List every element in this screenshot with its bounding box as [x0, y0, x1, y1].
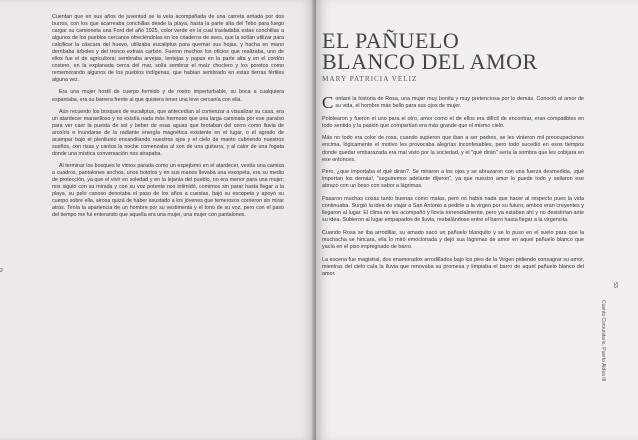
right-paragraph: La escena fue magistral, dos enamorados arrodillados bajo los pies de la Virgen pidiendo consagrar su amor, mientras del cielo caía la lluvia que renovaba su promesa y limpiaba el barro de aquel pañuelo blanco del amor. — [322, 256, 584, 277]
right-paragraph: Pololearon y fueron el uno para el otro, amor como el de ellos era difícil de encontrar, eran compatibles en todo sentido y la pasión que compartían era más grande que el mismo cielo. — [322, 115, 584, 129]
story-author: MARY PATRICIA VELIZ — [322, 75, 418, 83]
left-paragraph: Era una mujer hostil de cuerpo formido y de rostro imperturbable, su boca a cualquiera espantaba, era su barrera frente al que quisiera tener una leve cercanía con ella. — [52, 89, 284, 103]
page-number: 53 — [611, 282, 618, 288]
story-title: EL PAÑUELO BLANCO DEL AMOR — [322, 28, 538, 74]
left-paragraph: Aún recuerdo los bosques de eucaliptus, que antecedían al comenzar a visualizar su casa, era un atardecer maravilloso y no existía nada más hermoso que una larga caminata por ese paraíso para ver caer la puesta de sol y beber de esas aguas que brotaban del cerro como lluvia de arcoíris e inundarse de la radiante energía magnética existente en el lugar, o el agrado de acampar bajo el plenilunio encandilando nuestros ojos y el cielo de manto cubriendo nuestros sueños, con risas y cantos la noche comenzaba al son de una guitarra, y al calor de una fogata donde una mística conversación nos atrapaba. — [52, 108, 284, 157]
drop-cap: C — [322, 93, 334, 112]
right-paragraph: Cuando Rosa se iba arrodillar, su amado sacó un pañuelo blanquito y se lo puso en el suelo para que la muchacha se hincara, ella lo miró emocionada y dejó sus lágrimas de amor en aquel pañuelo blanco que yacía en el piso impregnado de barro. — [322, 229, 584, 251]
left-page-text — [52, 14, 284, 224]
left-paragraph: Al terminar los bosques le vimos parada como un espejismo en el atardecer, vestía una camisa a cuadros, pantalones anchos, unos bototos y en sus manos llevaba una escopeta, era su medio de protección, ya que el vivir en soledad y en la lejanía del pueblo, no era menor para una mujer; nos siguió con su mirada y con su voz potente nos intimidó, comimos sin parar hasta llegar a la playa, su pelo canoso denotaba el paso de los años a cuestas, bajó su escopeta y apoyó su cuerpo sobre ella, airosa quizá de haber asustado a los jóvenes que temerosos corrieron sin mirar atrás. Tenía la apariencia de un hombre por su vestimenta y el tono de su voz, pero con el paso del tiempo me fui enterando que aquella era una mujer, una mujer con pantalones. — [52, 162, 284, 219]
side-caption: Cuento Comunitario, Puerto Aldea III — [600, 300, 606, 382]
right-paragraph: Pasaron muchas cosas tanto buenas como malas, pero no había nada que hacer al respecto pues la vida continuaba. Surgió la idea de viajar a San Antonio a pedirle a la virgen por su futuro, ambos eran creyentes y llegaron al lugar. El clima no les acompañó y llovía torrencialmente, pero ya estaban ahí y no desistirían ante su idea. Subieron al lugar empapados de lluvia, resbalándose entre el barro hasta llegar a la virgencita. — [322, 196, 584, 224]
left-paragraph: Cuentan que en sus años de juventud se la veía acompañada de una carreta arriada por dos burros, con los que acarreaba conchillas desde la playa, hasta la parte alta del Tebo para luego cargar su camioneta una Ford del año 1925, color verde en la cual trasladaba estas conchillas a algunos de los pueblos cercanos ofreciéndolas en los criaderos de aves, que la solían utilizar para calcificar la cáscara del huevo, utilizaba eucaliptus para quemar sus hojas, y hacha en mano derribaba árboles y del tronco extraía carbón. Fueron muchos los oficios que realizaba, uno de ellos fue el de agricultora; sembraba arvejas, lentejas y papas en la parte alta y en el cordón costero, en la explanada cerca del mar, solía sembrar el maíz choclero y los porotos como rememorando algunos de los pueblos indígenas, que habían sembrado en estas tierras fértiles alguna vez. — [52, 14, 284, 84]
right-paragraph: Pero, ¿que importaba el qué dirán?. Se miraron a los ojos y se abrazaron con una fuerza desmedida, ¡qué importan los demás!, "seguiremos adelante díjeron", ya que nuestro amor lo puede todo y sellaron ese abrazo con un beso con sabor a lágrimas. — [322, 169, 584, 190]
right-paragraph: Más no todo era color de rosa, cuando supieron que iban a ser padres, se les vinieron mil preocupaciones encima, lógicamente el motivo les provocaba alegrías inconfesables, pero todo sucedió en esos tiempos donde quedar embarazada era mal visto por la sociedad, y el "qué dirán" sería la sombra que les cobijara en ese entonces. — [322, 135, 584, 163]
margin-mark: 2 — [0, 268, 3, 274]
first-paragraph — [322, 93, 584, 112]
right-page-text — [322, 93, 584, 283]
first-paragraph-text: ontaré la historia de Rosa, una mujer muy bonita y muy pretenciosa por lo demás. Conoció al amor de su vida, el hombre más bello para sus ojos de mujer. — [335, 96, 584, 110]
left-page — [0, 0, 316, 440]
